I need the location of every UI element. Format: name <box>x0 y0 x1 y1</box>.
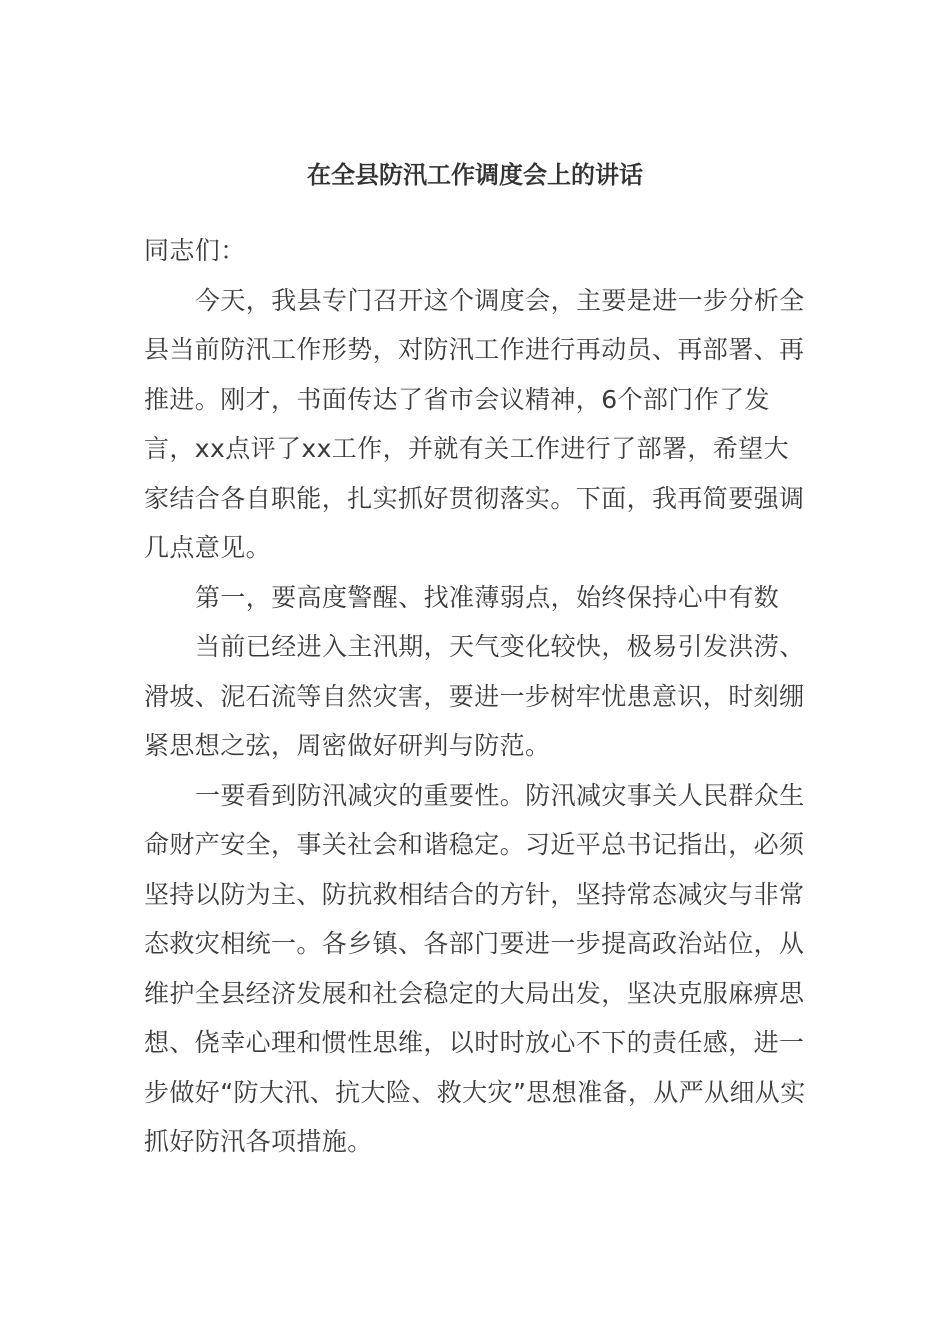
paragraph-flood-season: 当前已经进入主汛期，天气变化较快，极易引发洪涝、滑坡、泥石流等自然灾害，要进一步树牢忧患意识，时刻绷紧思想之弦，周密做好研判与防范。 <box>144 632 805 760</box>
document-title: 在全县防汛工作调度会上的讲话 <box>307 161 643 189</box>
document-body <box>144 226 810 1167</box>
section-heading-first: 第一，要高度警醒、找准薄弱点，始终保持心中有数 <box>195 582 780 612</box>
paragraph-importance: 一要看到防汛减灾的重要性。防汛减灾事关人民群众生命财产安全，事关社会和谐稳定。习近平总书记指出，必须坚持以防为主、防抗救相结合的方针，坚持常态减灾与非常态救灾相统一。各乡镇、各部门要进一步提高政治站位，从维护全县经济发展和社会稳定的大局出发，坚决克服麻痹思想、侥幸心理和惯性思维，以时时放心不下的责任感，进一步做好“防大汛、抗大险、救大灾”思想准备，从严从细从实抓好防汛各项措施。 <box>144 780 806 1156</box>
paragraph-intro: 今天，我县专门召开这个调度会，主要是进一步分析全县当前防汛工作形势，对防汛工作进行再动员、再部署、再推进。刚才，书面传达了省市会议精神，6个部门作了发言，xx点评了xx工作，并就有关工作进行了部署，希望大家结合各自职能，扎实抓好贯彻落实。下面，我再简要强调几点意见。 <box>144 285 805 562</box>
salutation: 同志们： <box>144 236 246 265</box>
